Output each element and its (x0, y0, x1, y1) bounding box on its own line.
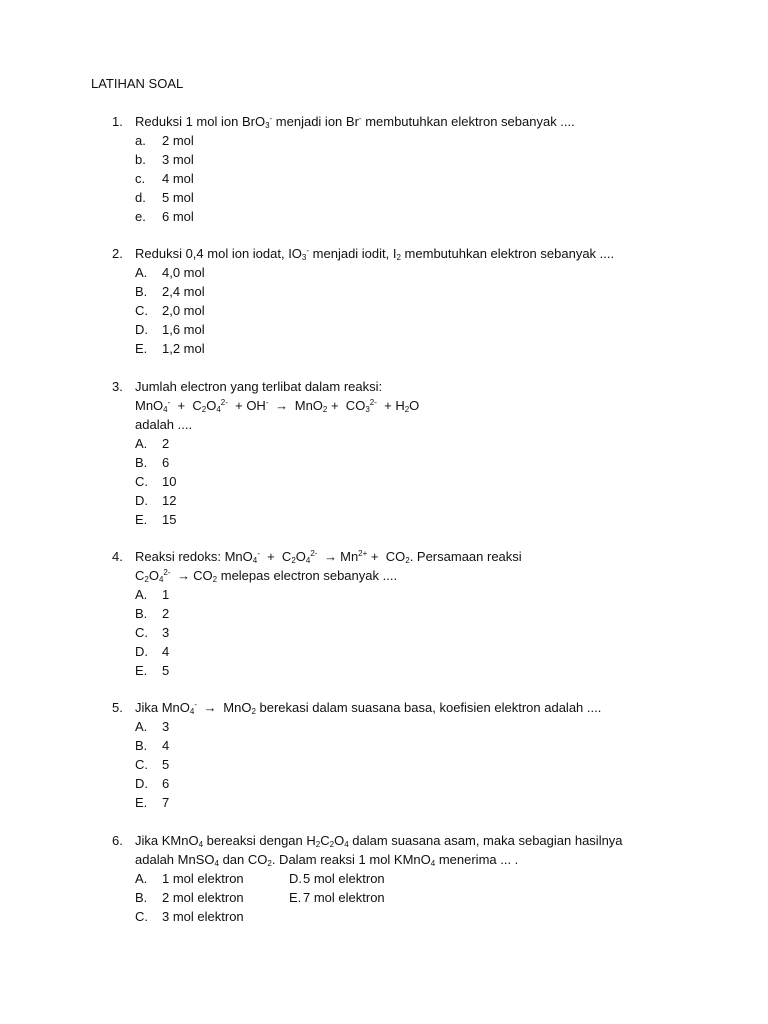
reaction-equation: $MnO_4^- + C_2O_4^{2-} + OH^- \to MnO_2 + CO_3^{2-} + H_2O$ (135, 398, 420, 414)
question-number: 3. (112, 379, 123, 394)
option-e: E. 7 mol elektron (289, 890, 385, 905)
option-row (112, 869, 712, 888)
option-a: A. 3 (135, 719, 170, 734)
question-5-text: 5. Jika MnO$_4$- → MnO$_2$ berekasi dalam suasana basa, koefisien elektron adalah .... (112, 700, 602, 716)
option-e: E. 5 (135, 663, 170, 678)
question-2 (112, 244, 712, 358)
option-d: D. 4 (135, 644, 170, 659)
option-e: E. 7 (135, 795, 170, 810)
question-5 (112, 698, 712, 812)
option-row (112, 907, 712, 926)
question-3 (112, 377, 712, 529)
question-4 (112, 547, 712, 680)
option-c: C. 10 (135, 474, 177, 489)
option-a: A. 4,0 mol (135, 265, 205, 280)
option-b: B. 6 (135, 455, 170, 470)
question-1 (112, 112, 712, 226)
option-a: a. 2 mol (135, 133, 194, 148)
page-title: LATIHAN SOAL (91, 76, 184, 91)
question-6 (112, 831, 712, 926)
question-number: 1. (112, 114, 123, 129)
option-d: D. 1,6 mol (135, 322, 205, 337)
arrow-right-icon: → (177, 568, 191, 583)
option-c: C. 5 (135, 757, 170, 772)
option-a: A. 1 (135, 587, 170, 602)
question-3-text-cont: adalah .... (135, 417, 193, 432)
question-3-text: 3. Jumlah electron yang terlibat dalam reaksi: (112, 379, 383, 394)
question-1-text: 1. Reduksi 1 mol ion BrO$_3$- menjadi ion Br- membutuhkan elektron sebanyak .... (112, 114, 575, 130)
question-2-text: 2. Reduksi 0,4 mol ion iodat, $IO_3^-$ menjadi iodit, $I_2$ membutuhkan elektron sebanyak .... (112, 246, 615, 262)
option-d: d. 5 mol (135, 190, 194, 205)
question-4-text: 4. Reaksi redoks: $MnO_4^- + C_2O_4^{2-} \to Mn^{2+} + CO_2$. Persamaan reaksi (112, 549, 522, 565)
option-e: E. 1,2 mol (135, 341, 205, 356)
question-number: 4. (112, 549, 123, 564)
option-b: B. 2 (135, 606, 170, 621)
question-number: 2. (112, 246, 123, 261)
option-d: D. 6 (135, 776, 170, 791)
option-c: c. 4 mol (135, 171, 194, 186)
option-b: B. 2,4 mol (135, 284, 205, 299)
question-number: 5. (112, 700, 123, 715)
option-e: e. 6 mol (135, 209, 194, 224)
question-4-text-cont: $C_2O_4^{2-} \to CO_2$ melepas electron sebanyak .... (135, 568, 398, 584)
option-c: C. 2,0 mol (135, 303, 205, 318)
option-b: b. 3 mol (135, 152, 194, 167)
option-b: B. 4 (135, 738, 170, 753)
question-6-text: 6. Jika KMnO$_4$ bereaksi dengan $H_2C_2O_4$ dalam suasana asam, maka sebagian hasilnya (112, 833, 623, 849)
option-a: A. 1 mol elektron (135, 871, 244, 886)
option-e: E. 15 (135, 512, 177, 527)
option-d: D. 5 mol elektron (289, 871, 385, 886)
question-6-text-cont: adalah MnSO$_4$ dan $CO_2$. Dalam reaksi 1 mol KMnO$_4$ menerima ... . (135, 852, 519, 868)
option-c: C. 3 (135, 625, 170, 640)
option-c: C. 3 mol elektron (135, 909, 244, 924)
option-a: A. 2 (135, 436, 170, 451)
arrow-right-icon: → (275, 398, 289, 413)
arrow-right-icon: → (324, 549, 338, 564)
question-number: 6. (112, 833, 123, 848)
option-row (112, 888, 712, 907)
arrow-right-icon: → (203, 700, 217, 715)
option-b: B. 2 mol elektron (135, 890, 244, 905)
option-d: D. 12 (135, 493, 177, 508)
